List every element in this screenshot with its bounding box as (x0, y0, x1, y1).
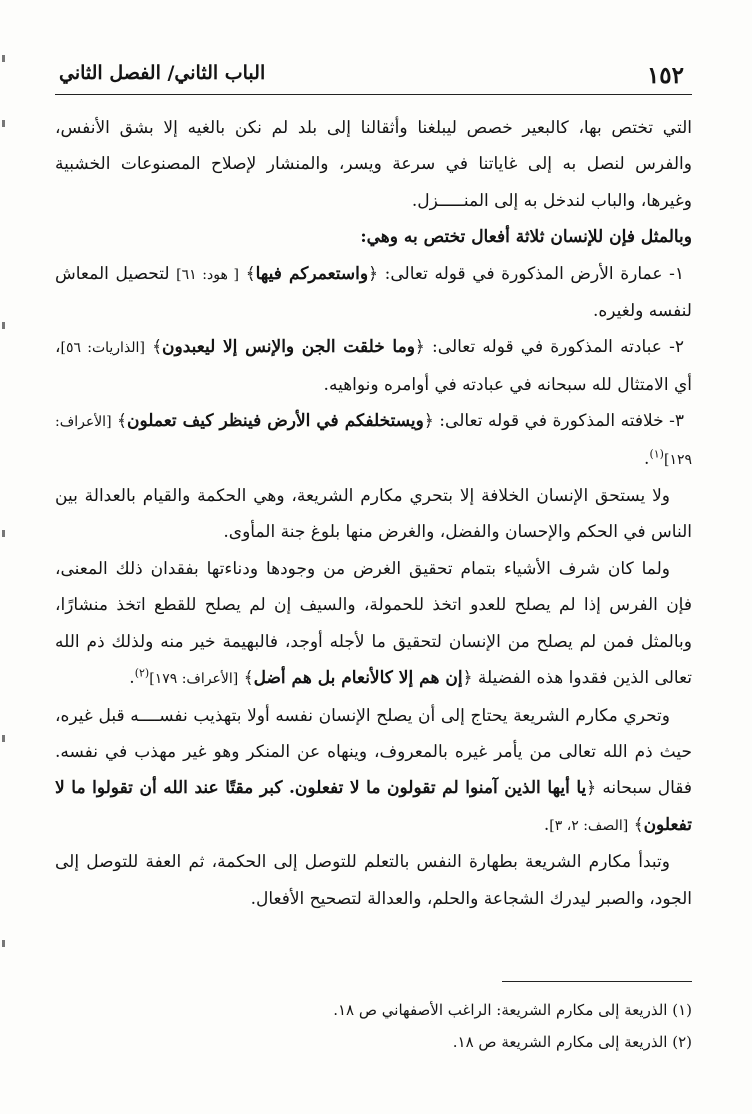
text-run: . (543, 814, 550, 835)
verse-reference: [الأعراف: ١٧٩] (149, 671, 239, 688)
quran-verse: وما خلقت الجن والإنس إلا ليعبدون (162, 337, 415, 358)
text-run: . (129, 668, 135, 689)
text-run: وتبدأ مكارم الشريعة بطهارة النفس بالتعلم للتوصل إلى الحكمة، ثم العفة للتوصل إلى الجود، والصبر ليدرك الشجاعة والحلم، والعدالة لتصحيح الأفعال. (55, 852, 692, 909)
text-run: التي تختص بها، كالبعير خصص ليبلغنا وأثقالنا إلى بلد لم نكن بالغيه إلا بشق الأنفس، والفرس لنصل به إلى غاياتنا في سرعة ويسر، والمنشار لإصلاح المصنوعات الخشبية وغيرها، والباب لندخل به إلى المنـــــزل. (55, 118, 692, 211)
paragraph (55, 698, 692, 845)
footnote-divider (502, 981, 692, 982)
text-run: ، أي الامتثال لله سبحانه في عبادته في أوامره ونواهيه. (55, 337, 692, 395)
text-run: ١- عمارة الأرض المذكورة في قوله تعالى: ﴿ (368, 263, 684, 284)
page-number: ١٥٢ (646, 62, 684, 89)
text-run: ٣- خلافته المذكورة في قوله تعالى: ﴿ (423, 411, 684, 432)
text-run: ولا يستحق الإنسان الخلافة إلا بتحري مكارم الشريعة، وهي الحكمة والقيام بالعدالة بين الناس في الحكم والإحسان والفضل، والغرض منها بلوغ جنة المأوى. (55, 486, 692, 543)
scan-margin-mark (2, 322, 5, 329)
footnote-marker[interactable]: (٢) (134, 666, 150, 680)
text-run: لتحصيل المعاش لنفسه ولغيره. (55, 263, 692, 322)
text-run: . (644, 448, 650, 469)
text-run: ﴾ (238, 668, 254, 689)
footnotes (55, 994, 692, 1058)
section-intro (55, 219, 692, 255)
verse-reference: [الصف: ٢، ٣] (549, 817, 629, 834)
verse-reference: [الأعراف: ١٢٩] (55, 414, 692, 468)
quran-verse: يا أيها الذين آمنوا لم تقولون ما لا تفعلون. كبر مقتًا عند الله أن تقولوا ما لا تفعلون (55, 778, 692, 835)
verse-reference: [الذاريات: ٥٦] (60, 340, 145, 357)
footnote-1: (١) الذريعة إلى مكارم الشريعة: الراغب الأصفهاني ص ١٨. (333, 1001, 692, 1019)
scan-margin-mark (2, 735, 5, 742)
body-text (55, 110, 692, 917)
page-header (55, 54, 692, 95)
running-title: الباب الثاني/ الفصل الثاني (59, 62, 266, 84)
paragraph (55, 551, 692, 698)
footnote-marker[interactable]: (١) (649, 447, 664, 460)
text-run: ﴾ (238, 263, 256, 284)
quran-verse: ويستخلفكم في الأرض فينظر كيف تعملون (127, 411, 424, 432)
text-run: ﴾ (144, 337, 163, 358)
footnote-2: (٢) الذريعة إلى مكارم الشريعة ص ١٨. (452, 1033, 692, 1051)
list-item-3 (55, 403, 692, 478)
quran-verse: واستعمركم فيها (255, 263, 369, 284)
verse-reference: [ هود: ٦١] (176, 266, 239, 283)
text-run: ﴾ (111, 411, 127, 432)
scan-margin-mark (2, 55, 5, 62)
scan-margin-mark (2, 940, 5, 947)
text-run: ﴾ (628, 814, 644, 835)
paragraph (55, 844, 692, 917)
scan-margin-mark (2, 120, 5, 127)
scan-margin-mark (2, 530, 5, 537)
list-item-1 (55, 256, 692, 330)
paragraph (55, 478, 692, 551)
text-run: وتحري مكارم الشريعة يحتاج إلى أن يصلح الإنسان نفسه أولا بتهذيب نفســــه قبل غيره، حيث ذم الله تعالى من يأمر غيره بالمعروف، وينهاه عن المنكر وهو غير مهذب في نفسه. فقال سبحانه ﴿ (55, 705, 692, 799)
text-run: ولما كان شرف الأشياء بتمام تحقيق الغرض من وجودها ودناءتها بفقدان ذلك المعنى، فإن الفرس إذا لم يصلح للعدو اتخذ للحمولة، والسيف إن لم يصلح للقطع اتخذ منشارًا، وبالمثل فمن لم يصلح من الإنسان لتحقيق ما لأجله أوجد، فالبهيمة خير منه ولذلك ذم الله تعالى الذين فقدوا هذه الفضيلة ﴿ (55, 558, 692, 689)
text-run: ٢- عبادته المذكورة في قوله تعالى: ﴿ (414, 337, 684, 358)
quran-verse: إن هم إلا كالأنعام بل هم أضل (253, 668, 463, 689)
text-run: وبالمثل فإن للإنسان ثلاثة أفعال تختص به وهي: (360, 227, 692, 248)
paragraph (55, 110, 692, 219)
list-item-2 (55, 329, 692, 403)
